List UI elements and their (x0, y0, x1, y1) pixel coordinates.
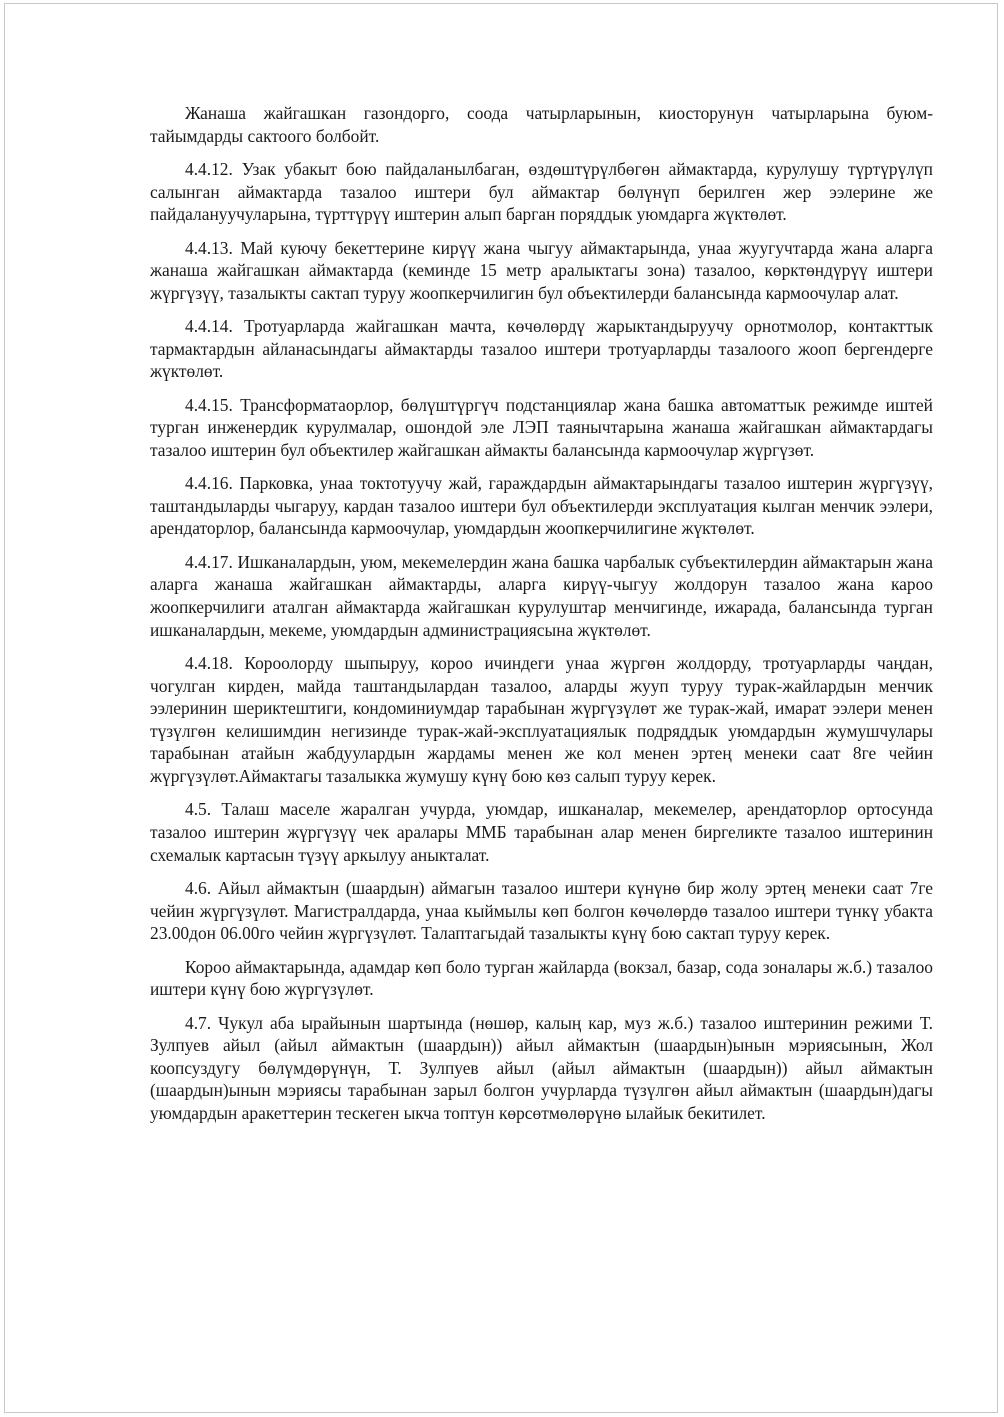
paragraph-intro: Жанаша жайгашкан газондорго, соода чатырларынын, киосторунун чатырларына буюм-тайымдарды сактоого болбойт. (150, 103, 933, 146)
paragraph-4-4-17: 4.4.17. Ишканалардын, уюм, мекемелердин жана башка чарбалык субъектилердин аймактарын жана аларга жанаша жайгашкан аймактарды, аларга кирүү-чыгуу жолдорун тазалоо жана кароо жоопкерчилиги аталган аймактарда жайгашкан курулуштар менчигинде, ижарада, балансында турган ишканалардын, мекеме, уюмдардын администрациясына жүктөлөт. (150, 551, 933, 640)
paragraph-4-4-16: 4.4.16. Парковка, унаа токтотуучу жай, гараждардын аймактарындагы тазалоо иштерин жүргүзүү, таштандыларды чыгаруу, кардан тазалоо иштери бул объектилерди эксплуатация кылган менчик ээлери, арендаторлор, балансында кармоочулар, уюмдардын жоопкерчилигине жүктөлөт. (150, 473, 933, 539)
paragraph-4-4-14: 4.4.14. Тротуарларда жайгашкан мачта, көчөлөрдү жарыктандыруучу орнотмолор, контакттык тармактардын айланасындагы аймактарды тазалоо иштери тротуарларды тазалоого жооп бергендерге жүктөлөт. (150, 316, 933, 382)
document-page (4, 3, 998, 1413)
paragraph-4-5: 4.5. Талаш маселе жаралган учурда, уюмдар, ишканалар, мекемелер, арендаторлор ортосунда тазалоо иштерин жүргүзүү чек аралары ММБ тарабынан алар менен биргеликте тазалоо иштеринин схемалык картасын түзүү аркылуу аныкталат. (150, 799, 933, 865)
paragraph-4-4-12: 4.4.12. Узак убакыт бою пайдаланылбаган, өздөштүрүлбөгөн аймактарда, курулушу түртүрүлүп салынган аймактарда тазалоо иштери бул аймактар бөлүнүп берилген жер ээлерине же пайдалануучуларына, түрттүрүү иштерин алып барган поряддык уюмдарга жүктөлөт. (150, 158, 933, 225)
document-body (150, 102, 933, 1135)
paragraph-4-4-18: 4.4.18. Короолорду шыпыруу, короо ичиндеги унаа жүргөн жолдорду, тротуарларды чаңдан, чогулган кирден, майда таштандылардан тазалоо, аларды жууп туруу турак-жайлардын менчик ээлеринин шериктештиги, кондоминиумдар тарабынан жүргүзүлөт же турак-жай, имарат ээлери менен түзүлгөн келишимдин негизинде турак-жай-эксплуатациялык подряддык уюмдардын жумушчулары тарабынан атайын жабдуулардын жардамы менен же кол менен эртең менеки саат 8ге чейин жүргүзүлөт.Аймактагы тазалыкка жумушу күнү бою көз салып туруу керек. (150, 653, 933, 787)
paragraph-4-4-13: 4.4.13. Май куючу бекеттерине кирүү жана чыгуу аймактарында, унаа жуугучтарда жана аларга жанаша жайгашкан аймактарда (кеминде 15 метр аралыктагы зона) тазалоо, көрктөндүрүү иштери жүргүзүү, тазалыкты сактап туруу жоопкерчилигин бул объектилерди балансында кармоочулар алат. (150, 237, 933, 303)
paragraph-4-6: 4.6. Айыл аймактын (шаардын) аймагын тазалоо иштери күнүнө бир жолу эртең менеки саат 7ге чейин жүргүзүлөт. Магистралдарда, унаа кыймылы көп болгон көчөлөрдө тазалоо иштери түнкү убакта 23.00дон 06.00го чейин жүргүзүлөт. Талаптагыдай тазалыкты күнү бою сактап туруу керек. (150, 877, 933, 944)
paragraph-4-7: 4.7. Чукул аба ырайынын шартында (нөшөр, калың кар, муз ж.б.) тазалоо иштеринин режими Т. Зулпуев айыл (айыл аймактын (шаардын)) айыл аймактын (шаардын)ынын мэриясынын, Жол коопсуздугу бөлүмдөрүнүн, Т. Зулпуев айыл (айыл аймактын (шаардын)) айыл аймактын (шаардын)ынын мэриясы тарабынан зарыл болгон учурларда түзүлгөн айыл аймактын (шаардын)дагы уюмдардын аракеттерин тескеген ыкча топтун көрсөтмөлөрүнө ылайык бекитилет. (150, 1012, 933, 1123)
paragraph-courtyard: Короо аймактарында, адамдар көп боло турган жайларда (вокзал, базар, сода зоналары ж.б.) тазалоо иштери күнү бою жүргүзүлөт. (150, 956, 933, 1000)
paragraph-4-4-15: 4.4.15. Трансформатаорлор, бөлүштүргүч подстанциялар жана башка автоматтык режимде иштей турган инженердик курулмалар, ошондой эле ЛЭП таянычтарына жанаша жайгашкан аймактардагы тазалоо иштерин бул объектилер жайгашкан аймакты балансында кармоочулар жүргүзөт. (150, 394, 933, 460)
